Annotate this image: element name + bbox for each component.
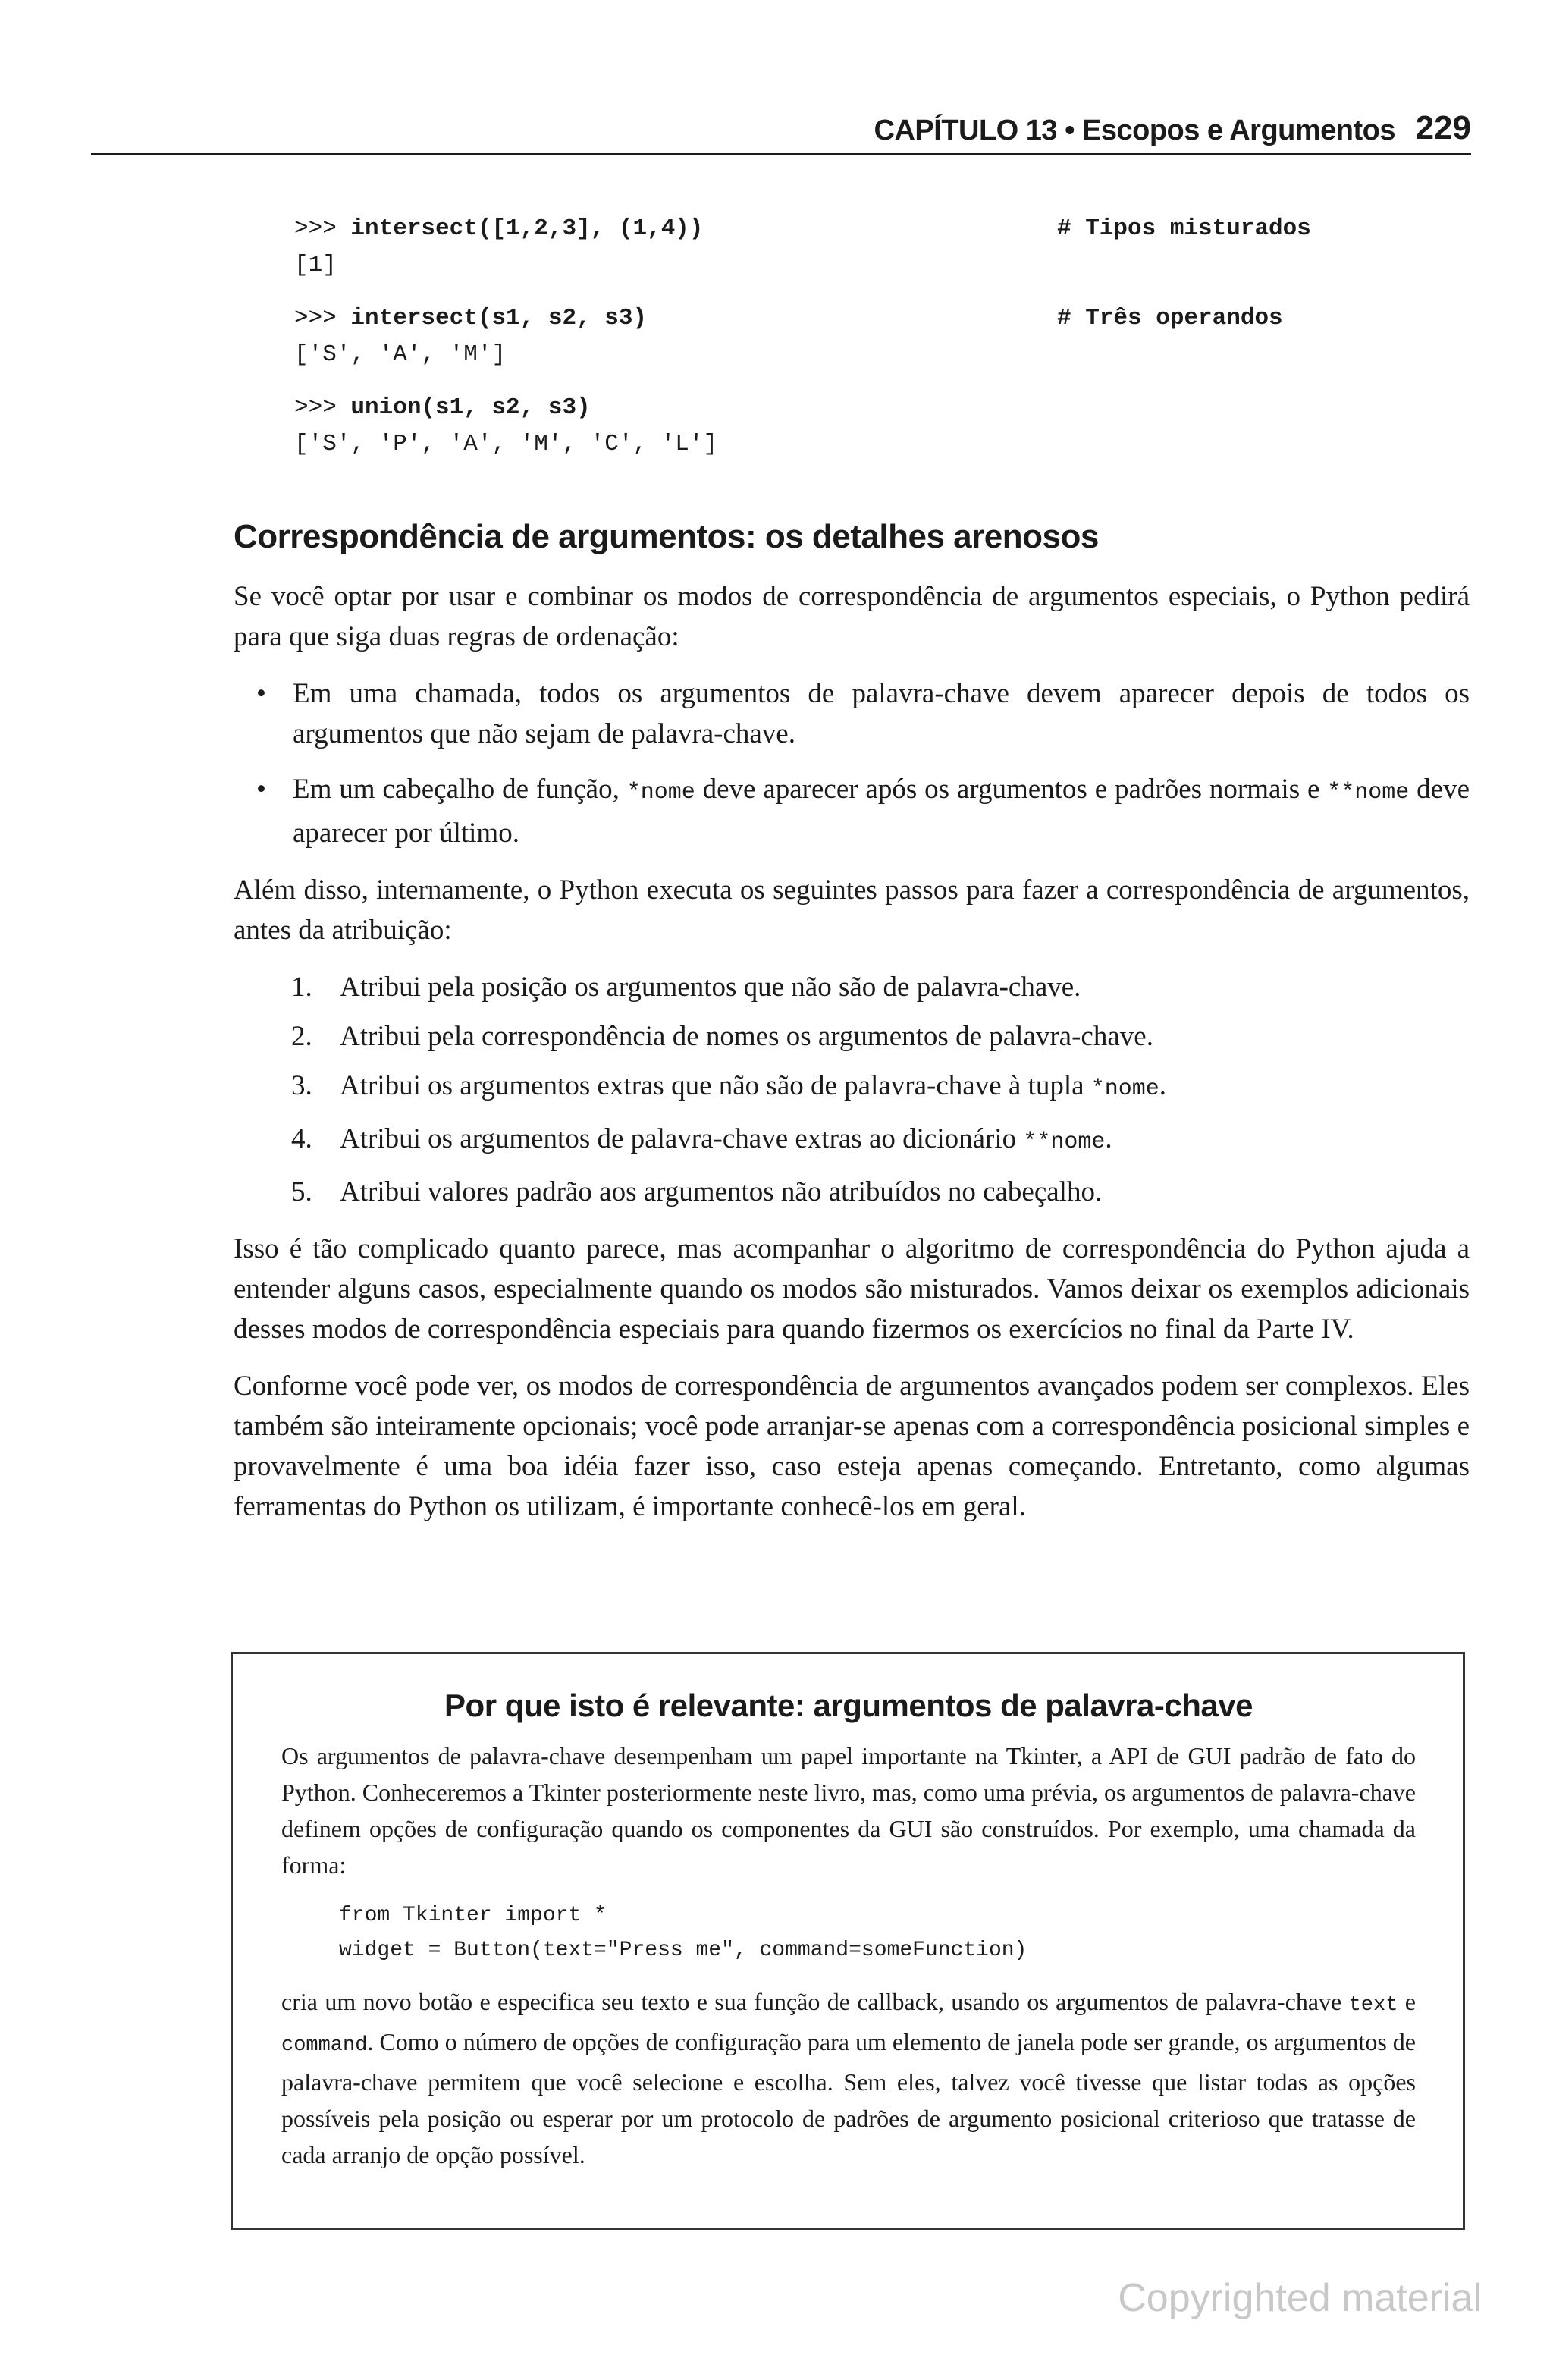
internal-steps-intro: Além disso, internamente, o Python executa os seguintes passos para fazer a correspondência de argumentos, antes da atribuição: (234, 874, 1470, 946)
list-item (234, 1172, 1470, 1212)
sidebar-paragraph: Os argumentos de palavra-chave desempenham um papel importante na Tkinter, a API de GUI padrão de fato do Python. Conheceremos a Tkinter posteriormente neste livro, mas, como uma prévia, os argumentos de palavra-chave definem opções de configuração quando os componentes da GUI são construídos. Por exemplo, uma chamada da forma: (281, 1742, 1416, 1879)
code-comment: # Três operandos (1057, 305, 1283, 331)
section-title: Correspondência de argumentos: os detalhes arenosos (234, 518, 1099, 555)
inline-code: text (1348, 1994, 1398, 2017)
code-input-line (294, 211, 1356, 247)
step-suffix: . (1105, 1123, 1112, 1154)
chapter-title: CAPÍTULO 13 • Escopos e Argumentos (874, 115, 1395, 146)
step-number: 3. (291, 1070, 312, 1101)
code-example (294, 211, 1356, 284)
code-example (294, 390, 1356, 463)
running-header (91, 106, 1471, 155)
rule-text: Em um cabeçalho de função, (293, 774, 627, 805)
inline-code: command (281, 2034, 368, 2057)
code-output-line: [1] (294, 252, 337, 278)
code-line: widget = Button(text="Press me", command=someFunction) (339, 1939, 1027, 1962)
step-number: 5. (291, 1176, 312, 1207)
bullet-icon: • (256, 774, 266, 805)
relevance-sidebar-box (231, 1652, 1465, 2230)
inline-code: *nome (1090, 1076, 1159, 1102)
code-output-line: ['S', 'P', 'A', 'M', 'C', 'L'] (294, 431, 718, 457)
code-example (294, 300, 1356, 373)
prompt: >>> (294, 305, 351, 331)
matching-steps-list (234, 967, 1470, 1212)
ordering-rules-list (234, 673, 1470, 853)
prompt: >>> (294, 394, 351, 421)
step-text: Atribui valores padrão aos argumentos não atribuídos no cabeçalho. (340, 1176, 1103, 1207)
sidebar-code-example (281, 1898, 1416, 1968)
sidebar-text: . Como o número de opções de configuração para um elemento de janela pode ser grande, os argumentos de palavra-chave permitem que você selecione e escolha. Sem eles, talvez você tivesse que listar todas as opções possíveis pela posição ou esperar por um protocolo de padrões de argumento posicional criterioso que tratasse de cada arranjo de opção possível. (281, 2028, 1416, 2168)
list-item (234, 1016, 1470, 1057)
list-item (234, 673, 1470, 754)
copyright-watermark: Copyrighted material (1118, 2276, 1482, 2320)
code-input-line (294, 390, 1356, 426)
page-number: 229 (1415, 109, 1471, 146)
inline-code: **nome (1023, 1129, 1106, 1155)
rule-text: deve aparecer após os argumentos e padrões normais e (695, 774, 1328, 805)
inline-code: *nome (626, 780, 695, 805)
bullet-icon: • (256, 678, 266, 709)
conforme-paragraph: Conforme você pode ver, os modos de correspondência de argumentos avançados podem ser complexos. Eles também são inteiramente opcionais; você pode arranjar-se apenas com a correspondência posicional simples e provavelmente é uma boa idéia fazer isso, caso esteja apenas começando. Entretanto, como algumas ferramentas do Python os utilizam, é importante conhecê-los em geral. (234, 1371, 1470, 1522)
code-command: union(s1, s2, s3) (350, 394, 591, 421)
code-input-line (294, 300, 1356, 337)
prompt: >>> (294, 215, 351, 242)
code-comment: # Tipos misturados (1057, 215, 1311, 242)
rule-text: deve aparecer por último. (293, 774, 1470, 849)
complicated-paragraph: Isso é tão complicado quanto parece, mas acompanhar o algoritmo de correspondência do Python ajuda a entender alguns casos, especialmente quando os modos são misturados. Vamos deixar os exemplos adicionais desses modos de correspondência especiais para quando fizermos os exercícios no final da Parte IV. (234, 1233, 1470, 1345)
step-number: 1. (291, 972, 312, 1003)
step-text: Atribui os argumentos de palavra-chave extras ao dicionário (340, 1123, 1024, 1154)
sidebar-text: e (1398, 1988, 1416, 2015)
step-number: 2. (291, 1021, 312, 1052)
list-item (234, 967, 1470, 1007)
step-text: Atribui pela posição os argumentos que não são de palavra-chave. (340, 972, 1081, 1003)
list-item (234, 1066, 1470, 1110)
code-command: intersect([1,2,3], (1,4)) (350, 215, 704, 242)
step-text: Atribui os argumentos extras que não são de palavra-chave à tupla (340, 1070, 1091, 1101)
code-command: intersect(s1, s2, s3) (350, 305, 648, 331)
code-output-line: ['S', 'A', 'M'] (294, 341, 507, 368)
step-suffix: . (1159, 1070, 1167, 1101)
sidebar-title: Por que isto é relevante: argumentos de palavra-chave (444, 1688, 1253, 1723)
interactive-code-example (294, 211, 1356, 479)
list-item (234, 1119, 1470, 1163)
main-body (234, 513, 1470, 1543)
code-line: from Tkinter import * (339, 1904, 607, 1927)
sidebar-paragraph (281, 1983, 1416, 2173)
step-number: 4. (291, 1123, 312, 1154)
inline-code: **nome (1327, 780, 1410, 805)
rule-text: Em uma chamada, todos os argumentos de palavra-chave devem aparecer depois de todos os argumentos que não sejam de palavra-chave. (293, 678, 1470, 749)
sidebar-text: cria um novo botão e especifica seu texto e sua função de callback, usando os argumentos de palavra-chave (281, 1988, 1349, 2015)
list-item (234, 769, 1470, 853)
step-text: Atribui pela correspondência de nomes os argumentos de palavra-chave. (340, 1021, 1153, 1052)
intro-paragraph: Se você optar por usar e combinar os modos de correspondência de argumentos especiais, o Python pedirá para que siga duas regras de ordenação: (234, 581, 1470, 652)
